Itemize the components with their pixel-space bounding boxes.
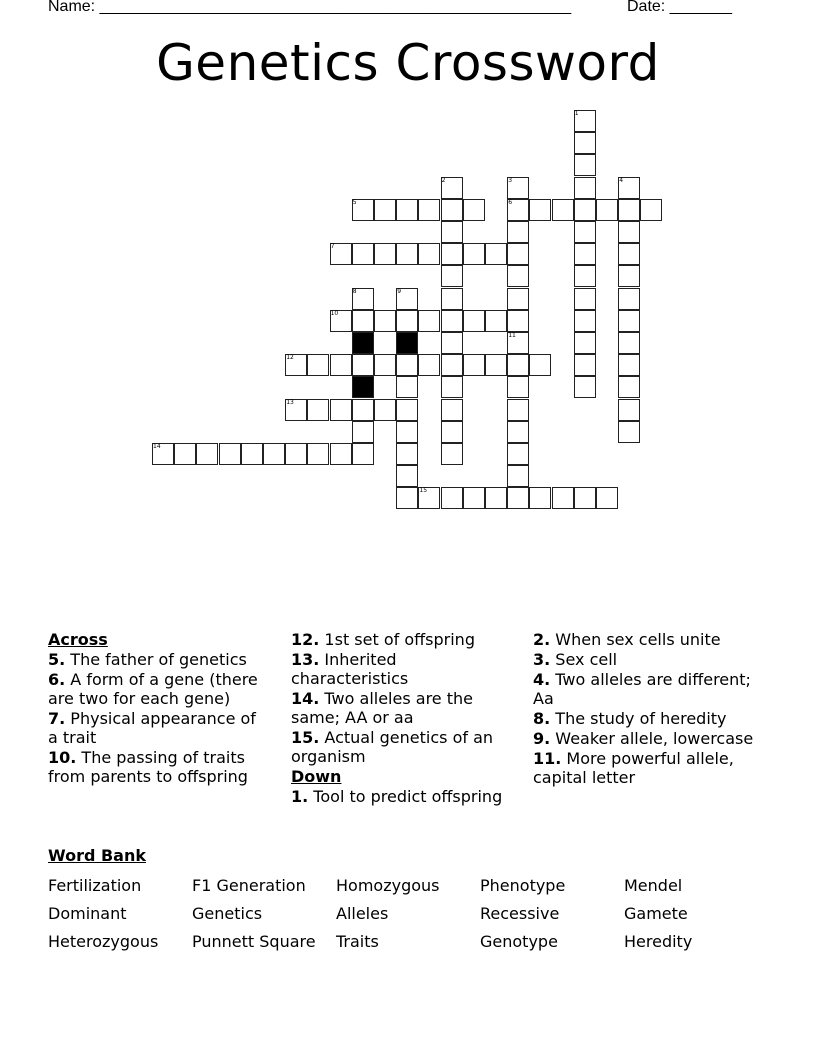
grid-cell[interactable] xyxy=(352,399,374,421)
grid-cell[interactable] xyxy=(618,421,640,443)
grid-cell[interactable] xyxy=(574,265,596,287)
grid-cell[interactable] xyxy=(618,243,640,265)
grid-cell[interactable] xyxy=(596,487,618,509)
word-bank-word: Phenotype xyxy=(480,876,566,895)
grid-number-5: 5 xyxy=(352,198,357,206)
grid-cell[interactable] xyxy=(396,310,418,332)
grid-cell[interactable] xyxy=(441,288,463,310)
grid-cell[interactable] xyxy=(552,487,574,509)
grid-cell[interactable] xyxy=(441,332,463,354)
grid-cell[interactable] xyxy=(352,243,374,265)
grid-cell[interactable] xyxy=(574,177,596,199)
grid-number-10: 10 xyxy=(330,309,339,317)
grid-cell[interactable] xyxy=(263,443,285,465)
clue-down-9: 9. Weaker allele, lowercase xyxy=(533,729,754,748)
grid-cell[interactable] xyxy=(441,421,463,443)
word-bank-word: Genotype xyxy=(480,932,558,951)
grid-cell[interactable] xyxy=(418,243,440,265)
grid-cell[interactable] xyxy=(396,421,418,443)
grid-cell[interactable] xyxy=(396,243,418,265)
grid-number-15: 15 xyxy=(419,487,428,495)
clue-across-12: 12. 1st set of offspring xyxy=(291,630,475,649)
grid-cell[interactable] xyxy=(374,399,396,421)
grid-cell[interactable] xyxy=(352,310,374,332)
page-title: Genetics Crossword xyxy=(156,34,660,92)
grid-cell[interactable] xyxy=(330,354,352,376)
grid-cell[interactable] xyxy=(507,310,529,332)
clue-across-13: 13. Inherited characteristics xyxy=(291,650,409,688)
grid-block-cell xyxy=(352,332,374,354)
word-bank-word: Alleles xyxy=(336,904,389,923)
grid-cell[interactable] xyxy=(485,487,507,509)
clue-across-10: 10. The passing of traits from parents to offspring xyxy=(48,748,248,786)
grid-cell[interactable] xyxy=(463,487,485,509)
grid-cell[interactable] xyxy=(307,354,329,376)
clue-down-3: 3. Sex cell xyxy=(533,650,618,669)
grid-cell[interactable] xyxy=(485,310,507,332)
word-bank-word: Recessive xyxy=(480,904,560,923)
grid-cell[interactable] xyxy=(396,465,418,487)
grid-cell[interactable] xyxy=(463,199,485,221)
grid-cell[interactable] xyxy=(396,443,418,465)
grid-block-cell xyxy=(396,332,418,354)
clue-across-5: 5. The father of genetics xyxy=(48,650,247,669)
clue-down-2: 2. When sex cells unite xyxy=(533,630,721,649)
grid-cell[interactable] xyxy=(441,199,463,221)
grid-cell[interactable] xyxy=(507,354,529,376)
clue-down-1: 1. Tool to predict offspring xyxy=(291,787,503,806)
grid-cell[interactable] xyxy=(574,487,596,509)
clues-column-2 xyxy=(291,630,513,807)
date-line[interactable]: Date: _______ xyxy=(627,0,732,15)
grid-cell[interactable] xyxy=(307,399,329,421)
grid-cell[interactable] xyxy=(485,243,507,265)
grid-cell[interactable] xyxy=(463,310,485,332)
word-bank-word: Fertilization xyxy=(48,876,142,895)
grid-cell[interactable] xyxy=(463,354,485,376)
grid-cell[interactable] xyxy=(330,399,352,421)
grid-cell[interactable] xyxy=(374,310,396,332)
grid-cell[interactable] xyxy=(574,199,596,221)
grid-cell[interactable] xyxy=(374,354,396,376)
word-bank-word: Genetics xyxy=(192,904,263,923)
grid-cell[interactable] xyxy=(352,421,374,443)
grid-cell[interactable] xyxy=(618,310,640,332)
grid-cell[interactable] xyxy=(552,199,574,221)
grid-cell[interactable] xyxy=(418,199,440,221)
grid-cell[interactable] xyxy=(529,487,551,509)
grid-cell[interactable] xyxy=(618,288,640,310)
clues-column-3 xyxy=(533,630,763,788)
grid-cell[interactable] xyxy=(574,332,596,354)
grid-cell[interactable] xyxy=(618,199,640,221)
grid-cell[interactable] xyxy=(574,154,596,176)
grid-cell[interactable] xyxy=(285,443,307,465)
grid-cell[interactable] xyxy=(618,332,640,354)
down-heading: Down xyxy=(291,767,342,786)
grid-number-7: 7 xyxy=(330,243,335,251)
word-bank-title: Word Bank xyxy=(48,846,147,865)
grid-cell[interactable] xyxy=(463,243,485,265)
grid-cell[interactable] xyxy=(441,354,463,376)
grid-cell[interactable] xyxy=(441,376,463,398)
grid-cell[interactable] xyxy=(507,376,529,398)
grid-cell[interactable] xyxy=(418,310,440,332)
grid-cell[interactable] xyxy=(596,199,618,221)
grid-cell[interactable] xyxy=(374,243,396,265)
clue-across-14: 14. Two alleles are the same; AA or aa xyxy=(291,689,473,727)
grid-cell[interactable] xyxy=(574,132,596,154)
word-bank-word: Dominant xyxy=(48,904,127,923)
grid-cell[interactable] xyxy=(352,354,374,376)
grid-cell[interactable] xyxy=(507,443,529,465)
grid-block-cell xyxy=(352,376,374,398)
grid-cell[interactable] xyxy=(485,354,507,376)
grid-cell[interactable] xyxy=(507,243,529,265)
grid-cell[interactable] xyxy=(241,443,263,465)
word-bank-word: Homozygous xyxy=(336,876,440,895)
grid-cell[interactable] xyxy=(441,487,463,509)
grid-cell[interactable] xyxy=(529,199,551,221)
word-bank-word: Gamete xyxy=(624,904,688,923)
word-bank-word: Heterozygous xyxy=(48,932,159,951)
grid-cell[interactable] xyxy=(618,265,640,287)
grid-cell[interactable] xyxy=(574,288,596,310)
grid-cell[interactable] xyxy=(418,354,440,376)
grid-cell[interactable] xyxy=(574,310,596,332)
grid-number-14: 14 xyxy=(153,443,161,450)
grid-cell[interactable] xyxy=(507,487,529,509)
grid-cell[interactable] xyxy=(441,265,463,287)
clue-across-6: 6. A form of a gene (there are two for each gene) xyxy=(48,670,258,708)
grid-cell[interactable] xyxy=(396,399,418,421)
grid-cell[interactable] xyxy=(507,221,529,243)
grid-cell[interactable] xyxy=(396,199,418,221)
grid-cell[interactable] xyxy=(307,443,329,465)
grid-cell[interactable] xyxy=(507,465,529,487)
word-bank-word: Mendel xyxy=(624,876,683,895)
grid-number-11: 11 xyxy=(508,332,516,339)
clues-column-1 xyxy=(48,630,268,787)
clue-across-7: 7. Physical appearance of a trait xyxy=(48,709,256,747)
grid-cell[interactable] xyxy=(574,354,596,376)
clue-down-4: 4. Two alleles are different; Aa xyxy=(533,670,751,708)
grid-cell[interactable] xyxy=(618,399,640,421)
across-heading: Across xyxy=(48,630,108,649)
grid-number-8: 8 xyxy=(352,287,357,295)
grid-cell[interactable] xyxy=(574,376,596,398)
grid-cell[interactable] xyxy=(507,265,529,287)
grid-number-9: 9 xyxy=(397,287,402,295)
grid-number-6: 6 xyxy=(508,198,513,206)
grid-cell[interactable] xyxy=(219,443,241,465)
grid-cell[interactable] xyxy=(441,310,463,332)
grid-number-3: 3 xyxy=(508,176,513,184)
grid-number-12: 12 xyxy=(286,354,294,362)
grid-cell[interactable] xyxy=(330,443,352,465)
clue-down-8: 8. The study of heredity xyxy=(533,709,727,728)
grid-cell[interactable] xyxy=(196,443,218,465)
grid-cell[interactable] xyxy=(441,399,463,421)
grid-cell[interactable] xyxy=(352,443,374,465)
grid-cell[interactable] xyxy=(574,221,596,243)
grid-cell[interactable] xyxy=(396,376,418,398)
word-bank-word: Heredity xyxy=(624,932,693,951)
clue-across-15: 15. Actual genetics of an organism xyxy=(291,728,494,766)
grid-cell[interactable] xyxy=(507,399,529,421)
grid-number-1: 1 xyxy=(574,110,579,117)
grid-cell[interactable] xyxy=(529,354,551,376)
grid-cell[interactable] xyxy=(507,421,529,443)
word-bank-word: Traits xyxy=(336,932,379,951)
grid-cell[interactable] xyxy=(441,243,463,265)
grid-cell[interactable] xyxy=(507,288,529,310)
grid-cell[interactable] xyxy=(174,443,196,465)
grid-number-4: 4 xyxy=(619,176,624,184)
grid-cell[interactable] xyxy=(441,221,463,243)
grid-cell[interactable] xyxy=(574,243,596,265)
grid-number-13: 13 xyxy=(286,398,294,406)
clue-down-11: 11. More powerful allele, capital letter xyxy=(533,749,734,787)
grid-cell[interactable] xyxy=(618,354,640,376)
grid-cell[interactable] xyxy=(618,376,640,398)
word-bank-word: F1 Generation xyxy=(192,876,306,895)
grid-cell[interactable] xyxy=(396,354,418,376)
name-line[interactable]: Name: _____________________________________________________ xyxy=(48,0,572,15)
grid-cell[interactable] xyxy=(618,221,640,243)
grid-cell[interactable] xyxy=(640,199,662,221)
grid-cell[interactable] xyxy=(374,199,396,221)
grid-number-2: 2 xyxy=(441,176,446,184)
grid-cell[interactable] xyxy=(396,487,418,509)
word-bank-word: Punnett Square xyxy=(192,932,316,951)
grid-cell[interactable] xyxy=(441,443,463,465)
